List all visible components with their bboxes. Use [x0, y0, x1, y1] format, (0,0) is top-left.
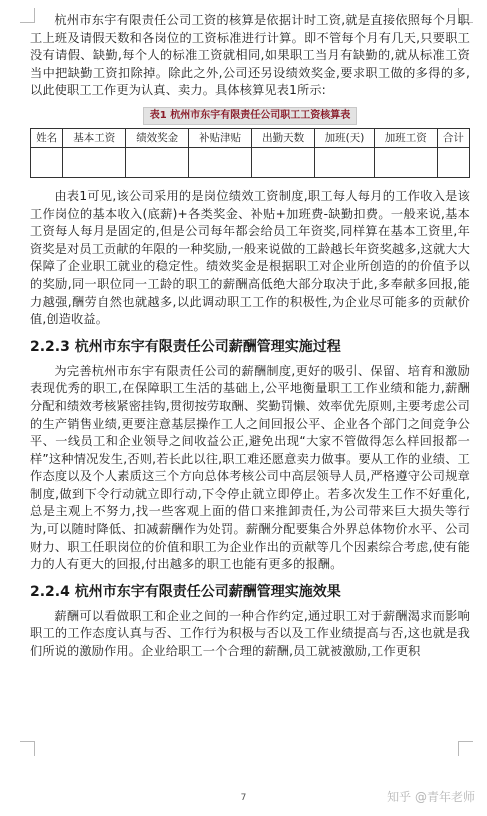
paragraph-implementation-process: 为完善杭州市东宇有限责任公司的薪酬制度,更好的吸引、保留、培育和激励表现优秀的职工,在保障职工生活的基础上,公平地衡量职工工作业绩和能力,薪酬分配和绩效考核紧密挂钩,贯彻按劳取酬、奖勤罚懒、效率优先原则,主要考虑公司的生产销售业绩,更要注意基层操作工人之间回报公平、企业各个部门之间竞争公平、一线员工和企业领导之间收益公正,避免出现“大家不管做得怎么样回报都一样”这种情况发生,否则,若长此以往,职工难还愿意卖力做事。要从工作的业绩、工作态度以及个人素质这三个方向总体考核公司中高层领导人员,严格遵守公司规章制度,做到下令行动就立即行动,下令停止就立即停止。若多次发生工作不好重化,总是主观上不努力,找一些客观上面的借口来推卸责任,为公司带来巨大损失等行为,可以随时降低、扣减薪酬作为处罚。薪酬分配要集合外界总体物价水平、公司财力、职工任职岗位的价值和职工为企业作出的贡献等几个因素综合考虑,使有能力的人有更大的回报,付出越多的职工也能有更多的报酬。 [30, 363, 470, 572]
paragraph-intro: 杭州市东宇有限责任公司工资的核算是依据计时工资,就是直接依照每个月职工上班及请假天数和各岗位的工资标准进行计算。即不管每个月有几天,只要职工没有请假、缺勤,每个人的标准工资就相同,如果职工当月有缺勤的,就从标准工资当中把缺勤工资扣除掉。除此之外,公司还另设绩效奖金,要求职工做的多得的多,以此使职工工作更为认真、卖力。具体核算见表1所示: [30, 13, 470, 98]
column-header: 补贴津贴 [189, 128, 252, 147]
table-cell [252, 147, 315, 177]
column-header: 出勤天数 [252, 128, 315, 147]
table-cell [126, 147, 189, 177]
table-caption: 表1 杭州市东宇有限责任公司职工工资核算表 [143, 107, 357, 125]
table-cell [63, 147, 126, 177]
table-cell [437, 147, 469, 177]
zhihu-watermark [387, 788, 475, 805]
section-heading-2-2-4: 2.2.4 杭州市东宇有限责任公司薪酬管理实施效果 [30, 583, 341, 600]
margin-corner-bottom-right [458, 741, 473, 756]
page-number: 7 [240, 793, 247, 803]
column-header: 加班(天) [315, 128, 375, 147]
table-header-row [31, 128, 470, 147]
table-cell [374, 147, 437, 177]
column-header: 合计 [437, 128, 469, 147]
table-cell [189, 147, 252, 177]
table-cell [31, 147, 63, 177]
salary-table [30, 128, 470, 178]
column-header: 绩效奖金 [126, 128, 189, 147]
column-header: 加班工资 [374, 128, 437, 147]
table-cell [315, 147, 375, 177]
table-row [31, 147, 470, 177]
paragraph-implementation-effect: 薪酬可以看做职工和企业之间的一种合作约定,通过职工对于薪酬渴求而影响职工的工作态度认真与否、工作行为积极与否以及工作业绩提高与否,这也就是我们所说的激励作用。企业给职工一个合理的薪酬,员工就被激励,工作更积 [30, 608, 470, 659]
document-body [30, 12, 470, 661]
section-heading-2-2-3: 2.2.3 杭州市东宇有限责任公司薪酬管理实施过程 [30, 338, 341, 355]
margin-corner-bottom-left [20, 741, 35, 756]
paragraph-table-analysis: 由表1可见,该公司采用的是岗位绩效工资制度,职工每人每月的工作收入是该工作岗位的基本收入(底薪)+各类奖金、补贴+加班费-缺勤扣费。一般来说,基本工资每人每月是固定的,但是公司每年都会给员工年资奖,同样算在基本工资里,年资奖是对员工贡献的年限的一种奖励,一般来说做的工龄越长年资奖越多,这就大大保障了企业职工就业的稳定性。绩效奖金是根据职工对企业所创造的的价值予以的奖励,同一职位同一工龄的职工的薪酬高低绝大部分取决于此,多奉献多回报,能力越强,酬劳自然也就越多,以此调动职工工作的积极性,为企业尽可能多的贡献价值,创造收益。 [30, 188, 470, 327]
watermark-text: 知乎 @青年老师 [387, 790, 475, 804]
column-header: 基本工资 [63, 128, 126, 147]
column-header: 姓名 [31, 128, 63, 147]
table-caption-wrap [30, 103, 470, 125]
